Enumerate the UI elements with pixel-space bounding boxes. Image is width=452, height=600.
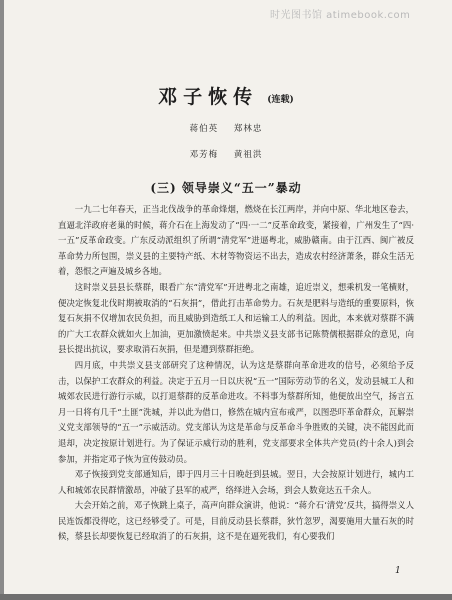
article-body — [58, 202, 414, 545]
body-paragraph: 大会开始之前，邓子恢跳上桌子，高声向群众演讲，他说：“蒋介石‘清党’反共，搞得崇义人民连饭都没得吃，这已经够受了。可是，目前反动县长蔡群，狄竹忽罗，渴要施用大量石灰的时候，蔡县长却要恢复已经取消了的石灰捐，这不是在逼死我们，有心要我们 — [58, 500, 414, 542]
watermark: 时光图书馆 atimebook.com — [270, 10, 411, 21]
authors-line-1 — [0, 122, 452, 134]
serial-tag: (连载) — [267, 95, 294, 105]
author-name: 邓芳梅 — [189, 150, 219, 160]
page-number: 1 — [395, 566, 401, 576]
scan-edge-bottom — [0, 594, 452, 600]
body-paragraph: 这时崇义县县长蔡群，眼看广东“清党军”开进粤北之南雄，追近崇义，想乘机发一笔横财，便决定恢复北伐时期被取消的“石灰捐”，借此打击革命势力。石灰是肥料与造纸的重要原料，恢复石灰捐不仅增加农民负担，而且威胁到造纸工人和运输工人的利益。因此，本来就对蔡群不满的广大工农群众就如火上加油，更加激愤起来。中共崇义县支部书记陈赞儒根据群众的意见，向县长提出抗议，要求取消石灰捐，但是遭到蔡群拒绝。 — [58, 281, 414, 355]
title-block — [0, 82, 452, 109]
authors-line-2 — [0, 148, 452, 160]
author-name: 郑林忠 — [233, 124, 263, 134]
author-name: 蒋伯英 — [189, 124, 219, 134]
body-paragraph: 邓子恢接到党支部通知后，即于四月三十日晚赶到县城。翌日，大会按原计划进行，城内工人和城郊农民群情激昂，冲破了县军的戒严，络绎进入会场，到会人数竟达五千余人。 — [58, 469, 414, 495]
author-name: 黄祖洪 — [233, 150, 263, 160]
body-paragraph: 一九二七年春天，正当北伐战争的革命烽烟，燃烧在长江两岸，并向中原、华北地区卷去，直逼北洋政府老巢的时候，蒋介石在上海发动了“四·一二”反革命政变，紧接着，广州发生了“四·一五”反革命政变。广东反动派组织了所谓“清党军”进逼粤北，威胁赣南。由于江西、闽广被反革命势力所包围，崇义县的主要特产纸、木材等物资运不出去，造成农村经济萧条，群众生活无着，怨恨之声遍及城乡各地。 — [58, 204, 414, 277]
article-title: 邓子恢传 — [158, 86, 259, 108]
section-heading: (三) 领导崇义“五一”暴动 — [150, 181, 302, 195]
body-paragraph: 四月底，中共崇义县支部研究了这种情况，认为这是蔡群向革命进攻的信号，必须给予反击，以保护工农群众的利益。决定于五月一日以庆祝“五一”国际劳动节的名义，发动县城工人和城郊农民进行游行示威，以打退蔡群的反革命进攻。不料事为蔡群所知，他便放出空气，扬言五月一日将有几千“土匪”洗城，并以此为借口，修然在城内宣布戒严，以图恐吓革命群众，瓦解崇义党支部领导的“五一”示威活动。党支部认为这是革命与反革命斗争胜败的关键，决不能因此而退却，决定按原计划进行。为了保证示威行动的胜利，党支部要求全体共产党员(约十余人)到会参加，并指定邓子恢为宣传鼓动员。 — [58, 359, 414, 464]
